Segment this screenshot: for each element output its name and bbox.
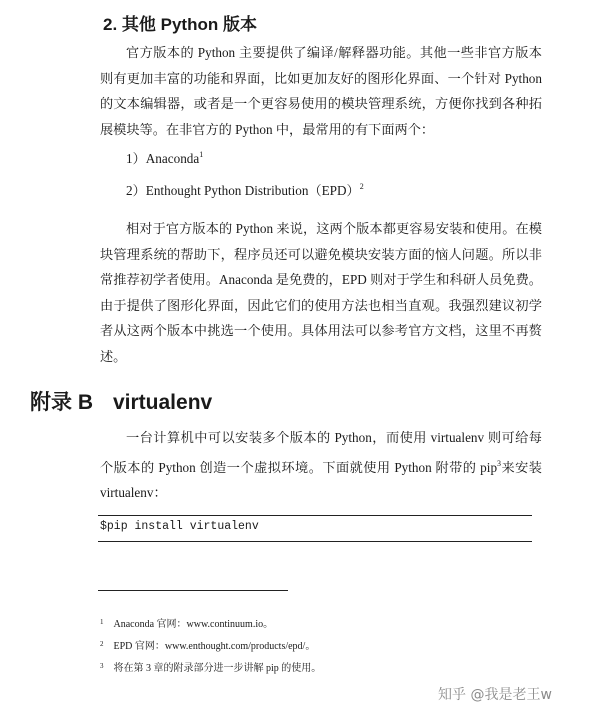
footnote-ref: 1 [199, 150, 204, 159]
footnote [100, 637, 315, 652]
footnote-text: 将在第 3 章的附录部分进一步讲解 pip 的使用。 [113, 663, 322, 674]
list-item [126, 148, 203, 167]
code-bottom-rule [98, 541, 532, 542]
code-block: $pip install virtualenv [100, 520, 259, 533]
appendix-label: 附录 B [30, 391, 93, 414]
footnote-number: 2 [100, 640, 104, 648]
footnote-ref: 3 [497, 458, 502, 468]
footnote [100, 615, 273, 630]
paragraph-virtualenv [100, 425, 542, 506]
appendix-heading [30, 386, 212, 416]
footnote-ref: 2 [359, 182, 364, 191]
footnote-number: 1 [100, 618, 104, 626]
code-top-rule [98, 515, 532, 516]
footnote-text: EPD 官网：www.enthought.com/products/epd/。 [113, 641, 316, 652]
paragraph-intro: 官方版本的 Python 主要提供了编译/解释器功能。其他一些非官方版本则有更加丰富的功能和界面，比如更加友好的图形化界面、一个针对 Python 的文本编辑器，或者是一个更容易使用的模块管理系统，方便你找到各种拓展模块等。在非官方的 Python 中，最常用的有下面两个： [100, 45, 542, 137]
footnote-text: Anaconda 官网：www.continuum.io。 [113, 619, 274, 630]
watermark: 知乎 @我是老王w [438, 687, 552, 703]
footnote-separator [98, 590, 288, 591]
paragraph-comparison: 相对于官方版本的 Python 来说，这两个版本都更容易安装和使用。在模块管理系统的帮助下，程序员还可以避免模块安装方面的恼人问题。所以非常推荐初学者使用。Anaconda 是免费的，EPD 则对于学生和科研人员免费。由于提供了图形化界面，因此它们的使用方法也相当直观。我强烈建议初学者从这两个版本中挑选一个使用。具体用法可以参考官方文档，这里不再赘述。 [100, 221, 542, 364]
paragraph-text: 一台计算机中可以安装多个版本的 Python，而使用 virtualenv 则可给每个版本的 Python 创造一个虚拟环境。下面就使用 Python 附带的 pip [100, 430, 542, 475]
paragraph-text: 来安装 virtualenv： [100, 459, 542, 500]
appendix-title: virtualenv [113, 391, 213, 414]
list-item-text: 2）Enthought Python Distribution（EPD） [126, 183, 360, 198]
footnote [100, 659, 321, 674]
section-heading: 2. 其他 Python 版本 [103, 15, 257, 34]
list-item [126, 180, 364, 199]
list-item-text: 1）Anaconda [126, 151, 200, 166]
footnote-number: 3 [100, 662, 104, 670]
